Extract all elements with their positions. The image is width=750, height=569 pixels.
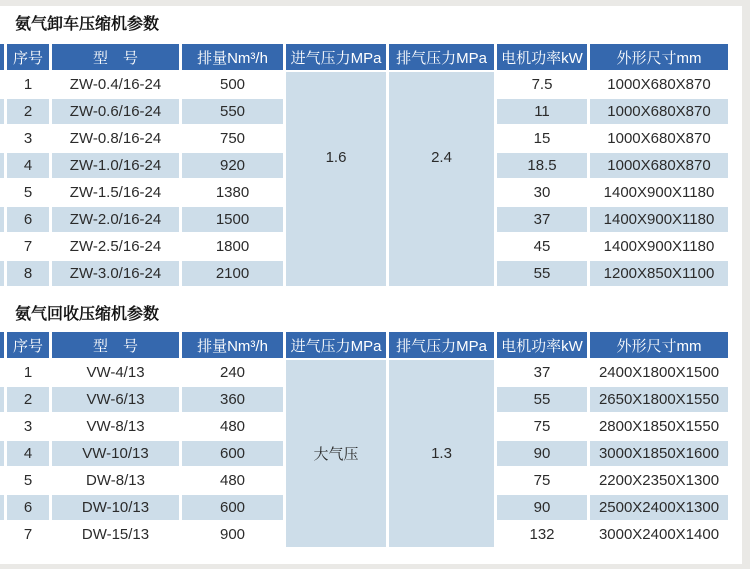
cell-no: 3 — [7, 126, 49, 151]
cell-displacement: 360 — [182, 387, 283, 412]
cutoff-cell — [0, 126, 4, 151]
cell-displacement: 1800 — [182, 234, 283, 259]
cell-dimensions: 2500X2400X1300 — [590, 495, 728, 520]
merged-cell-exhaust-pressure: 1.3 — [389, 360, 494, 547]
cell-power: 55 — [497, 387, 587, 412]
recovery-compressor-table — [0, 330, 731, 549]
merged-cell-intake-pressure: 大气压 — [286, 360, 386, 547]
cell-displacement: 600 — [182, 441, 283, 466]
cell-power: 18.5 — [497, 153, 587, 178]
cutoff-cell — [0, 360, 4, 385]
col-header-dimensions: 外形尺寸mm — [590, 44, 728, 70]
cutoff-cell — [0, 414, 4, 439]
col-header-exhaust-pressure: 排气压力MPa — [389, 44, 494, 70]
col-header-model: 型 号 — [52, 332, 179, 358]
cell-model: ZW-1.0/16-24 — [52, 153, 179, 178]
cell-model: VW-10/13 — [52, 441, 179, 466]
cell-model: DW-10/13 — [52, 495, 179, 520]
table-row — [0, 72, 728, 97]
cutoff-cell — [0, 387, 4, 412]
cell-model: VW-6/13 — [52, 387, 179, 412]
cell-displacement: 550 — [182, 99, 283, 124]
cell-dimensions: 1200X850X1100 — [590, 261, 728, 286]
cell-power: 55 — [497, 261, 587, 286]
cutoff-cell — [0, 261, 4, 286]
cell-no: 3 — [7, 414, 49, 439]
col-header-displacement: 排量Nm³/h — [182, 44, 283, 70]
cell-dimensions: 3000X1850X1600 — [590, 441, 728, 466]
cell-dimensions: 1000X680X870 — [590, 153, 728, 178]
cell-no: 4 — [7, 153, 49, 178]
page-edge-bottom — [0, 564, 750, 569]
col-header-model: 型 号 — [52, 44, 179, 70]
col-header-no: 序号 — [7, 332, 49, 358]
cell-no: 4 — [7, 441, 49, 466]
table-title-recovery: 氨气回收压缩机参数 — [15, 306, 160, 323]
cutoff-cell — [0, 441, 4, 466]
cutoff-cell — [0, 495, 4, 520]
cell-model: DW-8/13 — [52, 468, 179, 493]
cutoff-column-header — [0, 332, 4, 358]
cell-no: 6 — [7, 495, 49, 520]
col-header-intake-pressure: 进气压力MPa — [286, 332, 386, 358]
cell-power: 75 — [497, 468, 587, 493]
cell-model: ZW-2.0/16-24 — [52, 207, 179, 232]
unloading-compressor-table — [0, 42, 731, 288]
cell-model: ZW-1.5/16-24 — [52, 180, 179, 205]
cell-displacement: 500 — [182, 72, 283, 97]
cell-displacement: 600 — [182, 495, 283, 520]
cell-dimensions: 1000X680X870 — [590, 126, 728, 151]
cell-dimensions: 1400X900X1180 — [590, 234, 728, 259]
cell-displacement: 240 — [182, 360, 283, 385]
section-recovery-compressor — [0, 304, 742, 549]
cell-no: 2 — [7, 99, 49, 124]
merged-cell-exhaust-pressure: 2.4 — [389, 72, 494, 286]
header-row — [0, 44, 728, 70]
col-header-motor-power: 电机功率kW — [497, 44, 587, 70]
cell-dimensions: 1400X900X1180 — [590, 207, 728, 232]
merged-cell-intake-pressure: 1.6 — [286, 72, 386, 286]
cutoff-cell — [0, 234, 4, 259]
cell-dimensions: 2200X2350X1300 — [590, 468, 728, 493]
header-row — [0, 332, 728, 358]
cell-power: 75 — [497, 414, 587, 439]
cell-dimensions: 1400X900X1180 — [590, 180, 728, 205]
cell-power: 45 — [497, 234, 587, 259]
cell-displacement: 900 — [182, 522, 283, 547]
cell-dimensions: 3000X2400X1400 — [590, 522, 728, 547]
cell-no: 7 — [7, 522, 49, 547]
cell-power: 37 — [497, 207, 587, 232]
cell-displacement: 1380 — [182, 180, 283, 205]
cell-model: VW-4/13 — [52, 360, 179, 385]
cell-power: 37 — [497, 360, 587, 385]
cell-model: ZW-0.6/16-24 — [52, 99, 179, 124]
document-page — [0, 6, 742, 564]
cell-model: DW-15/13 — [52, 522, 179, 547]
cutoff-cell — [0, 153, 4, 178]
table-title-unloading: 氨气卸车压缩机参数 — [15, 16, 160, 33]
col-header-exhaust-pressure: 排气压力MPa — [389, 332, 494, 358]
cell-displacement: 1500 — [182, 207, 283, 232]
cell-model: ZW-2.5/16-24 — [52, 234, 179, 259]
cutoff-cell — [0, 522, 4, 547]
cell-displacement: 750 — [182, 126, 283, 151]
page-edge-right — [742, 0, 750, 569]
cell-power: 15 — [497, 126, 587, 151]
col-header-dimensions: 外形尺寸mm — [590, 332, 728, 358]
cell-power: 11 — [497, 99, 587, 124]
cell-no: 1 — [7, 360, 49, 385]
cutoff-cell — [0, 72, 4, 97]
cell-dimensions: 2800X1850X1550 — [590, 414, 728, 439]
cell-dimensions: 1000X680X870 — [590, 72, 728, 97]
cell-power: 30 — [497, 180, 587, 205]
cell-power: 90 — [497, 441, 587, 466]
cell-displacement: 2100 — [182, 261, 283, 286]
cell-no: 5 — [7, 180, 49, 205]
cell-model: VW-8/13 — [52, 414, 179, 439]
col-header-displacement: 排量Nm³/h — [182, 332, 283, 358]
col-header-motor-power: 电机功率kW — [497, 332, 587, 358]
cell-displacement: 920 — [182, 153, 283, 178]
cell-dimensions: 1000X680X870 — [590, 99, 728, 124]
cell-model: ZW-0.4/16-24 — [52, 72, 179, 97]
cell-no: 8 — [7, 261, 49, 286]
cell-no: 5 — [7, 468, 49, 493]
cell-power: 132 — [497, 522, 587, 547]
cell-power: 7.5 — [497, 72, 587, 97]
cutoff-cell — [0, 180, 4, 205]
table-row — [0, 360, 728, 385]
col-header-intake-pressure: 进气压力MPa — [286, 44, 386, 70]
cell-power: 90 — [497, 495, 587, 520]
cell-dimensions: 2400X1800X1500 — [590, 360, 728, 385]
cell-dimensions: 2650X1800X1550 — [590, 387, 728, 412]
cutoff-cell — [0, 468, 4, 493]
cell-no: 6 — [7, 207, 49, 232]
section-unloading-compressor — [0, 14, 742, 288]
cell-displacement: 480 — [182, 468, 283, 493]
cell-no: 2 — [7, 387, 49, 412]
col-header-no: 序号 — [7, 44, 49, 70]
cell-no: 7 — [7, 234, 49, 259]
cutoff-column-header — [0, 44, 4, 70]
cutoff-cell — [0, 99, 4, 124]
cutoff-cell — [0, 207, 4, 232]
cell-model: ZW-0.8/16-24 — [52, 126, 179, 151]
cell-displacement: 480 — [182, 414, 283, 439]
cell-model: ZW-3.0/16-24 — [52, 261, 179, 286]
cell-no: 1 — [7, 72, 49, 97]
